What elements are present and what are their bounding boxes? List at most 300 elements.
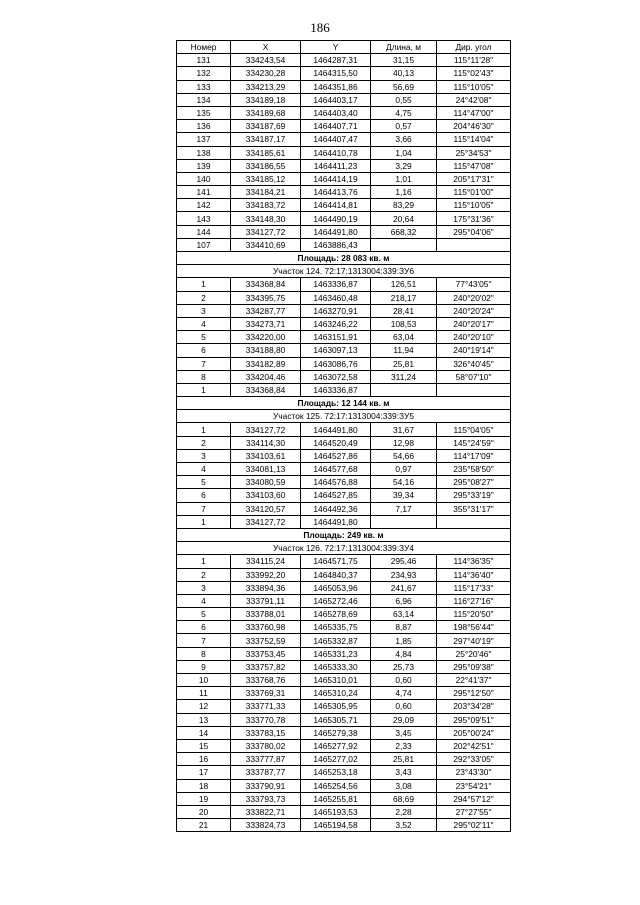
- length-cell: 6,96: [371, 594, 437, 607]
- table-row: [177, 106, 511, 119]
- table-header-row: [177, 41, 511, 54]
- direction-angle-cell: 115°47'08": [437, 159, 511, 172]
- direction-angle-cell: 204°46'30": [437, 120, 511, 133]
- y-coordinate-cell: 1464413,76: [301, 186, 371, 199]
- header-length: Длина, м: [371, 41, 437, 54]
- table-row: [177, 331, 511, 344]
- table-row: [177, 515, 511, 528]
- y-coordinate-cell: 1463270,91: [301, 304, 371, 317]
- length-cell: 0,60: [371, 674, 437, 687]
- table-row: [177, 476, 511, 489]
- x-coordinate-cell: 334230,28: [231, 67, 301, 80]
- table-row: [177, 647, 511, 660]
- x-coordinate-cell: 333753,45: [231, 647, 301, 660]
- point-number-cell: 21: [177, 819, 231, 832]
- x-coordinate-cell: 334103,61: [231, 449, 301, 462]
- length-cell: 311,24: [371, 370, 437, 383]
- table-row: [177, 357, 511, 370]
- table-row: [177, 146, 511, 159]
- direction-angle-cell: 22°41'37": [437, 674, 511, 687]
- point-number-cell: 8: [177, 647, 231, 660]
- x-coordinate-cell: 334273,71: [231, 317, 301, 330]
- section-title-row: [177, 542, 511, 555]
- direction-angle-cell: [437, 515, 511, 528]
- x-coordinate-cell: 333894,36: [231, 581, 301, 594]
- table-row: [177, 753, 511, 766]
- point-number-cell: 3: [177, 304, 231, 317]
- direction-angle-cell: 27°27'55": [437, 805, 511, 818]
- direction-angle-cell: 295°08'27": [437, 476, 511, 489]
- length-cell: 1,01: [371, 172, 437, 185]
- x-coordinate-cell: 334186,55: [231, 159, 301, 172]
- length-cell: 54,16: [371, 476, 437, 489]
- point-number-cell: 7: [177, 634, 231, 647]
- direction-angle-cell: 114°47'00": [437, 106, 511, 119]
- length-cell: 68,69: [371, 792, 437, 805]
- direction-angle-cell: 175°31'36": [437, 212, 511, 225]
- direction-angle-cell: 114°36'35": [437, 555, 511, 568]
- y-coordinate-cell: 1463072,58: [301, 370, 371, 383]
- point-number-cell: 138: [177, 146, 231, 159]
- point-number-cell: 17: [177, 766, 231, 779]
- length-cell: 39,34: [371, 489, 437, 502]
- direction-angle-cell: 115°11'28": [437, 54, 511, 67]
- length-cell: 56,69: [371, 80, 437, 93]
- y-coordinate-cell: 1465332,87: [301, 634, 371, 647]
- point-number-cell: 15: [177, 739, 231, 752]
- section-title: Участок 125. 72:17:1313004:339:ЗУ5: [177, 410, 511, 423]
- x-coordinate-cell: 334187,17: [231, 133, 301, 146]
- point-number-cell: 5: [177, 608, 231, 621]
- point-number-cell: 4: [177, 317, 231, 330]
- direction-angle-cell: 115°14'04": [437, 133, 511, 146]
- direction-angle-cell: 295°09'38": [437, 660, 511, 673]
- x-coordinate-cell: 334188,80: [231, 344, 301, 357]
- direction-angle-cell: 115°10'05": [437, 80, 511, 93]
- x-coordinate-cell: 333768,76: [231, 674, 301, 687]
- section-title: Участок 126. 72:17:1313004:339:ЗУ4: [177, 542, 511, 555]
- table-row: [177, 278, 511, 291]
- table-row: [177, 133, 511, 146]
- direction-angle-cell: 116°27'16": [437, 594, 511, 607]
- length-cell: 31,67: [371, 423, 437, 436]
- point-number-cell: 133: [177, 80, 231, 93]
- x-coordinate-cell: 334287,77: [231, 304, 301, 317]
- x-coordinate-cell: 333791,11: [231, 594, 301, 607]
- point-number-cell: 3: [177, 581, 231, 594]
- direction-angle-cell: 115°20'50": [437, 608, 511, 621]
- header-x: X: [231, 41, 301, 54]
- length-cell: 218,17: [371, 291, 437, 304]
- direction-angle-cell: 25°20'46": [437, 647, 511, 660]
- length-cell: 25,81: [371, 357, 437, 370]
- table-row: [177, 186, 511, 199]
- y-coordinate-cell: 1465305,95: [301, 700, 371, 713]
- y-coordinate-cell: 1465333,30: [301, 660, 371, 673]
- x-coordinate-cell: 334081,13: [231, 463, 301, 476]
- table-row: [177, 805, 511, 818]
- table-row: [177, 489, 511, 502]
- length-cell: 4,75: [371, 106, 437, 119]
- point-number-cell: 9: [177, 660, 231, 673]
- page-number: 186: [310, 20, 330, 35]
- y-coordinate-cell: 1465310,01: [301, 674, 371, 687]
- point-number-cell: 5: [177, 331, 231, 344]
- point-number-cell: 6: [177, 344, 231, 357]
- table-row: [177, 713, 511, 726]
- point-number-cell: 10: [177, 674, 231, 687]
- length-cell: 1,04: [371, 146, 437, 159]
- direction-angle-cell: 240°20'02": [437, 291, 511, 304]
- length-cell: 126,51: [371, 278, 437, 291]
- direction-angle-cell: 205°17'31": [437, 172, 511, 185]
- section-title: Участок 124. 72:17:1313004:339:ЗУ6: [177, 265, 511, 278]
- header-y: Y: [301, 41, 371, 54]
- direction-angle-cell: 115°01'00": [437, 186, 511, 199]
- length-cell: 7,17: [371, 502, 437, 515]
- y-coordinate-cell: 1464351,86: [301, 80, 371, 93]
- x-coordinate-cell: 334410,69: [231, 238, 301, 251]
- y-coordinate-cell: 1463336,87: [301, 383, 371, 396]
- direction-angle-cell: 240°20'24": [437, 304, 511, 317]
- y-coordinate-cell: 1465193,53: [301, 805, 371, 818]
- table-row: [177, 225, 511, 238]
- length-cell: 54,66: [371, 449, 437, 462]
- x-coordinate-cell: 333793,73: [231, 792, 301, 805]
- x-coordinate-cell: 334189,18: [231, 93, 301, 106]
- direction-angle-cell: 326°40'45": [437, 357, 511, 370]
- x-coordinate-cell: 333787,77: [231, 766, 301, 779]
- table-row: [177, 555, 511, 568]
- table-row: [177, 568, 511, 581]
- table-row: [177, 423, 511, 436]
- section-title-row: [177, 410, 511, 423]
- point-number-cell: 135: [177, 106, 231, 119]
- x-coordinate-cell: 333780,02: [231, 739, 301, 752]
- x-coordinate-cell: 334213,29: [231, 80, 301, 93]
- area-total: Площадь: 28 083 кв. м: [177, 252, 511, 265]
- table-row: [177, 634, 511, 647]
- point-number-cell: 8: [177, 370, 231, 383]
- point-number-cell: 4: [177, 463, 231, 476]
- x-coordinate-cell: 334080,59: [231, 476, 301, 489]
- length-cell: 1,85: [371, 634, 437, 647]
- length-cell: 8,87: [371, 621, 437, 634]
- point-number-cell: 140: [177, 172, 231, 185]
- table-row: [177, 581, 511, 594]
- length-cell: 1,16: [371, 186, 437, 199]
- y-coordinate-cell: 1463097,13: [301, 344, 371, 357]
- area-row: [177, 528, 511, 541]
- point-number-cell: 2: [177, 568, 231, 581]
- point-number-cell: 3: [177, 449, 231, 462]
- y-coordinate-cell: 1464527,85: [301, 489, 371, 502]
- point-number-cell: 6: [177, 621, 231, 634]
- x-coordinate-cell: 333769,31: [231, 687, 301, 700]
- table-row: [177, 80, 511, 93]
- point-number-cell: 131: [177, 54, 231, 67]
- length-cell: 0,60: [371, 700, 437, 713]
- point-number-cell: 19: [177, 792, 231, 805]
- x-coordinate-cell: 334184,21: [231, 186, 301, 199]
- y-coordinate-cell: 1465272,46: [301, 594, 371, 607]
- area-total: Площадь: 12 144 кв. м: [177, 397, 511, 410]
- direction-angle-cell: 115°17'33": [437, 581, 511, 594]
- table-row: [177, 199, 511, 212]
- point-number-cell: 12: [177, 700, 231, 713]
- direction-angle-cell: 23°54'21": [437, 779, 511, 792]
- point-number-cell: 7: [177, 357, 231, 370]
- length-cell: [371, 238, 437, 251]
- x-coordinate-cell: 334187,69: [231, 120, 301, 133]
- table-row: [177, 726, 511, 739]
- x-coordinate-cell: 333992,20: [231, 568, 301, 581]
- direction-angle-cell: 297°40'19": [437, 634, 511, 647]
- y-coordinate-cell: 1463246,22: [301, 317, 371, 330]
- direction-angle-cell: 77°43'05": [437, 278, 511, 291]
- length-cell: 295,46: [371, 555, 437, 568]
- y-coordinate-cell: 1463151,91: [301, 331, 371, 344]
- table-row: [177, 172, 511, 185]
- point-number-cell: 137: [177, 133, 231, 146]
- y-coordinate-cell: 1464407,47: [301, 133, 371, 146]
- length-cell: 4,84: [371, 647, 437, 660]
- x-coordinate-cell: 334183,72: [231, 199, 301, 212]
- length-cell: 2,33: [371, 739, 437, 752]
- length-cell: [371, 383, 437, 396]
- length-cell: 28,41: [371, 304, 437, 317]
- direction-angle-cell: 295°04'06": [437, 225, 511, 238]
- y-coordinate-cell: 1465254,56: [301, 779, 371, 792]
- direction-angle-cell: 205°00'24": [437, 726, 511, 739]
- y-coordinate-cell: 1465277,02: [301, 753, 371, 766]
- table-row: [177, 792, 511, 805]
- length-cell: 4,74: [371, 687, 437, 700]
- y-coordinate-cell: 1464577,68: [301, 463, 371, 476]
- point-number-cell: 143: [177, 212, 231, 225]
- length-cell: 108,53: [371, 317, 437, 330]
- table-row: [177, 93, 511, 106]
- direction-angle-cell: 115°02'43": [437, 67, 511, 80]
- direction-angle-cell: 294°57'12": [437, 792, 511, 805]
- area-row: [177, 252, 511, 265]
- length-cell: 29,09: [371, 713, 437, 726]
- table-row: [177, 463, 511, 476]
- header-direction-angle: Дир. угол: [437, 41, 511, 54]
- table-row: [177, 383, 511, 396]
- y-coordinate-cell: 1464492,36: [301, 502, 371, 515]
- length-cell: 234,93: [371, 568, 437, 581]
- x-coordinate-cell: 334189,68: [231, 106, 301, 119]
- length-cell: 40,13: [371, 67, 437, 80]
- direction-angle-cell: 115°10'05": [437, 199, 511, 212]
- length-cell: 20,64: [371, 212, 437, 225]
- point-number-cell: 2: [177, 291, 231, 304]
- table-row: [177, 159, 511, 172]
- table-row: [177, 344, 511, 357]
- y-coordinate-cell: 1463886,43: [301, 238, 371, 251]
- point-number-cell: 1: [177, 423, 231, 436]
- y-coordinate-cell: 1464491,80: [301, 515, 371, 528]
- table-row: [177, 700, 511, 713]
- length-cell: 3,66: [371, 133, 437, 146]
- x-coordinate-cell: 334220,00: [231, 331, 301, 344]
- direction-angle-cell: 202°42'51": [437, 739, 511, 752]
- y-coordinate-cell: 1464520,49: [301, 436, 371, 449]
- table-row: [177, 608, 511, 621]
- x-coordinate-cell: 334368,84: [231, 278, 301, 291]
- direction-angle-cell: 203°34'28": [437, 700, 511, 713]
- direction-angle-cell: 235°58'50": [437, 463, 511, 476]
- direction-angle-cell: 115°04'05": [437, 423, 511, 436]
- y-coordinate-cell: 1465053,96: [301, 581, 371, 594]
- y-coordinate-cell: 1464315,50: [301, 67, 371, 80]
- x-coordinate-cell: 334185,61: [231, 146, 301, 159]
- y-coordinate-cell: 1464411,23: [301, 159, 371, 172]
- x-coordinate-cell: 334127,72: [231, 225, 301, 238]
- length-cell: 0,97: [371, 463, 437, 476]
- area-total: Площадь: 249 кв. м: [177, 528, 511, 541]
- y-coordinate-cell: 1464840,37: [301, 568, 371, 581]
- table-row: [177, 674, 511, 687]
- direction-angle-cell: 295°12'50": [437, 687, 511, 700]
- point-number-cell: 107: [177, 238, 231, 251]
- direction-angle-cell: 295°33'19": [437, 489, 511, 502]
- x-coordinate-cell: 333771,33: [231, 700, 301, 713]
- x-coordinate-cell: 334395,75: [231, 291, 301, 304]
- y-coordinate-cell: 1465194,58: [301, 819, 371, 832]
- table-row: [177, 436, 511, 449]
- x-coordinate-cell: 334127,72: [231, 423, 301, 436]
- table-body: [177, 54, 511, 832]
- y-coordinate-cell: 1465255,81: [301, 792, 371, 805]
- section-title-row: [177, 265, 511, 278]
- area-row: [177, 397, 511, 410]
- length-cell: 11,94: [371, 344, 437, 357]
- x-coordinate-cell: 334115,24: [231, 555, 301, 568]
- y-coordinate-cell: 1463086,76: [301, 357, 371, 370]
- table-row: [177, 449, 511, 462]
- point-number-cell: 144: [177, 225, 231, 238]
- length-cell: 0,55: [371, 93, 437, 106]
- x-coordinate-cell: 333752,59: [231, 634, 301, 647]
- table-row: [177, 660, 511, 673]
- direction-angle-cell: 240°20'10": [437, 331, 511, 344]
- y-coordinate-cell: 1463460,48: [301, 291, 371, 304]
- point-number-cell: 136: [177, 120, 231, 133]
- y-coordinate-cell: 1464410,78: [301, 146, 371, 159]
- header-number: Номер: [177, 41, 231, 54]
- point-number-cell: 1: [177, 515, 231, 528]
- table-row: [177, 238, 511, 251]
- table-row: [177, 502, 511, 515]
- point-number-cell: 7: [177, 502, 231, 515]
- y-coordinate-cell: 1465253,18: [301, 766, 371, 779]
- table-row: [177, 819, 511, 832]
- coordinates-table: [176, 40, 511, 832]
- length-cell: 3,08: [371, 779, 437, 792]
- direction-angle-cell: 295°09'51": [437, 713, 511, 726]
- point-number-cell: 14: [177, 726, 231, 739]
- point-number-cell: 4: [177, 594, 231, 607]
- y-coordinate-cell: 1465310,24: [301, 687, 371, 700]
- direction-angle-cell: 198°56'44": [437, 621, 511, 634]
- length-cell: [371, 515, 437, 528]
- point-number-cell: 18: [177, 779, 231, 792]
- x-coordinate-cell: 333777,87: [231, 753, 301, 766]
- y-coordinate-cell: 1465279,38: [301, 726, 371, 739]
- x-coordinate-cell: 334368,84: [231, 383, 301, 396]
- table-row: [177, 779, 511, 792]
- y-coordinate-cell: 1465331,23: [301, 647, 371, 660]
- table-row: [177, 687, 511, 700]
- length-cell: 25,73: [371, 660, 437, 673]
- x-coordinate-cell: 334120,57: [231, 502, 301, 515]
- x-coordinate-cell: 334243,54: [231, 54, 301, 67]
- point-number-cell: 20: [177, 805, 231, 818]
- x-coordinate-cell: 334148,30: [231, 212, 301, 225]
- point-number-cell: 132: [177, 67, 231, 80]
- y-coordinate-cell: 1465278,69: [301, 608, 371, 621]
- y-coordinate-cell: 1463336,87: [301, 278, 371, 291]
- y-coordinate-cell: 1464491,80: [301, 423, 371, 436]
- table-row: [177, 304, 511, 317]
- length-cell: 241,67: [371, 581, 437, 594]
- x-coordinate-cell: 333824,73: [231, 819, 301, 832]
- y-coordinate-cell: 1464287,31: [301, 54, 371, 67]
- y-coordinate-cell: 1464403,17: [301, 93, 371, 106]
- y-coordinate-cell: 1464407,71: [301, 120, 371, 133]
- direction-angle-cell: 23°43'30": [437, 766, 511, 779]
- table-row: [177, 766, 511, 779]
- length-cell: 3,43: [371, 766, 437, 779]
- x-coordinate-cell: 333760,98: [231, 621, 301, 634]
- x-coordinate-cell: 334114,30: [231, 436, 301, 449]
- y-coordinate-cell: 1464414,19: [301, 172, 371, 185]
- y-coordinate-cell: 1464571,75: [301, 555, 371, 568]
- direction-angle-cell: 114°36'40": [437, 568, 511, 581]
- direction-angle-cell: 25°34'53": [437, 146, 511, 159]
- length-cell: 25,81: [371, 753, 437, 766]
- table-row: [177, 67, 511, 80]
- direction-angle-cell: 58°07'10": [437, 370, 511, 383]
- table-row: [177, 291, 511, 304]
- y-coordinate-cell: 1464414,81: [301, 199, 371, 212]
- point-number-cell: 139: [177, 159, 231, 172]
- table-row: [177, 594, 511, 607]
- point-number-cell: 134: [177, 93, 231, 106]
- point-number-cell: 16: [177, 753, 231, 766]
- table-row: [177, 317, 511, 330]
- direction-angle-cell: 292°33'05": [437, 753, 511, 766]
- point-number-cell: 5: [177, 476, 231, 489]
- y-coordinate-cell: 1465335,75: [301, 621, 371, 634]
- length-cell: 3,29: [371, 159, 437, 172]
- x-coordinate-cell: 333822,71: [231, 805, 301, 818]
- length-cell: 3,45: [371, 726, 437, 739]
- y-coordinate-cell: 1465277,92: [301, 739, 371, 752]
- point-number-cell: 13: [177, 713, 231, 726]
- x-coordinate-cell: 334103,60: [231, 489, 301, 502]
- x-coordinate-cell: 334204,46: [231, 370, 301, 383]
- length-cell: 668,32: [371, 225, 437, 238]
- direction-angle-cell: [437, 383, 511, 396]
- table-row: [177, 739, 511, 752]
- length-cell: 83,29: [371, 199, 437, 212]
- direction-angle-cell: 24°42'08": [437, 93, 511, 106]
- x-coordinate-cell: 334127,72: [231, 515, 301, 528]
- y-coordinate-cell: 1464403,40: [301, 106, 371, 119]
